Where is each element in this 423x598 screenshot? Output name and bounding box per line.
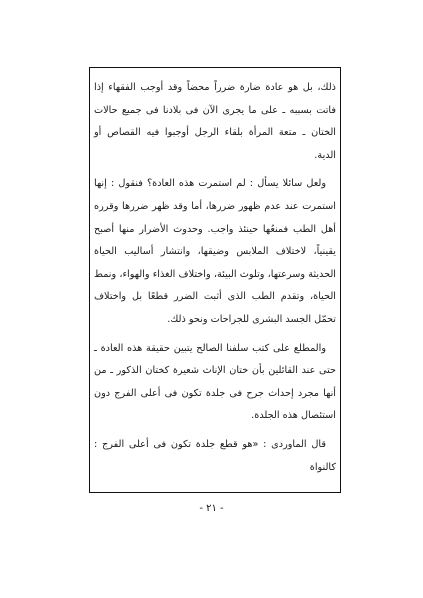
page-number: - ٢١ - bbox=[199, 503, 224, 514]
paragraph-3: والمطلع على كتب سلفنا الصالح يتبين حقيقة هذه العادة ـ حتى عند القائلين بأن ختان الإناث شعيرة كختان الذكور ـ من أنها مجرد إحداث جرح فى جلدة تكون فى أعلى الفرج دون استئصال هذه الجلدة. bbox=[94, 342, 336, 422]
text-frame bbox=[89, 67, 341, 493]
paragraph-1: ذلك، بل هو عادة ضارة ضرراً محضاً وقد أوجب الفقهاء إذا فاتت بسببه ـ على ما يجرى الآن فى بلادنا فى جميع حالات الختان ـ متعة المرأة بلقاء الرجل أوجبوا فيه القصاص أو الدية. bbox=[94, 82, 336, 161]
paragraph-2: ولعل سائلا يسأل : لم استمرت هذه العادة؟ فنقول : إنها استمرت عند عدم ظهور ضررها، أما وقد ظهر ضررها وقرره أهل الطب فمنعُها حينئذ واجب. وحدوث الأضرار منها أصبح يقينياً، لاختلاف الملابس وضيقها، وانتشار أساليب الحياة الحديثة وسرعتها، وتلوث البيئة، واختلاف الغذاء والهواء، ونمط الحياة، وتقدم الطب الذى أثبت الضرر قطعًا بل واختلاف تحمّل الجسد البشرى للجراحات ونحو ذلك. bbox=[94, 178, 336, 325]
body-text bbox=[94, 77, 336, 485]
paragraph-4: قال الماوردى : «هو قطع جلدة تكون فى أعلى الفرج : كالنواة bbox=[94, 438, 336, 473]
